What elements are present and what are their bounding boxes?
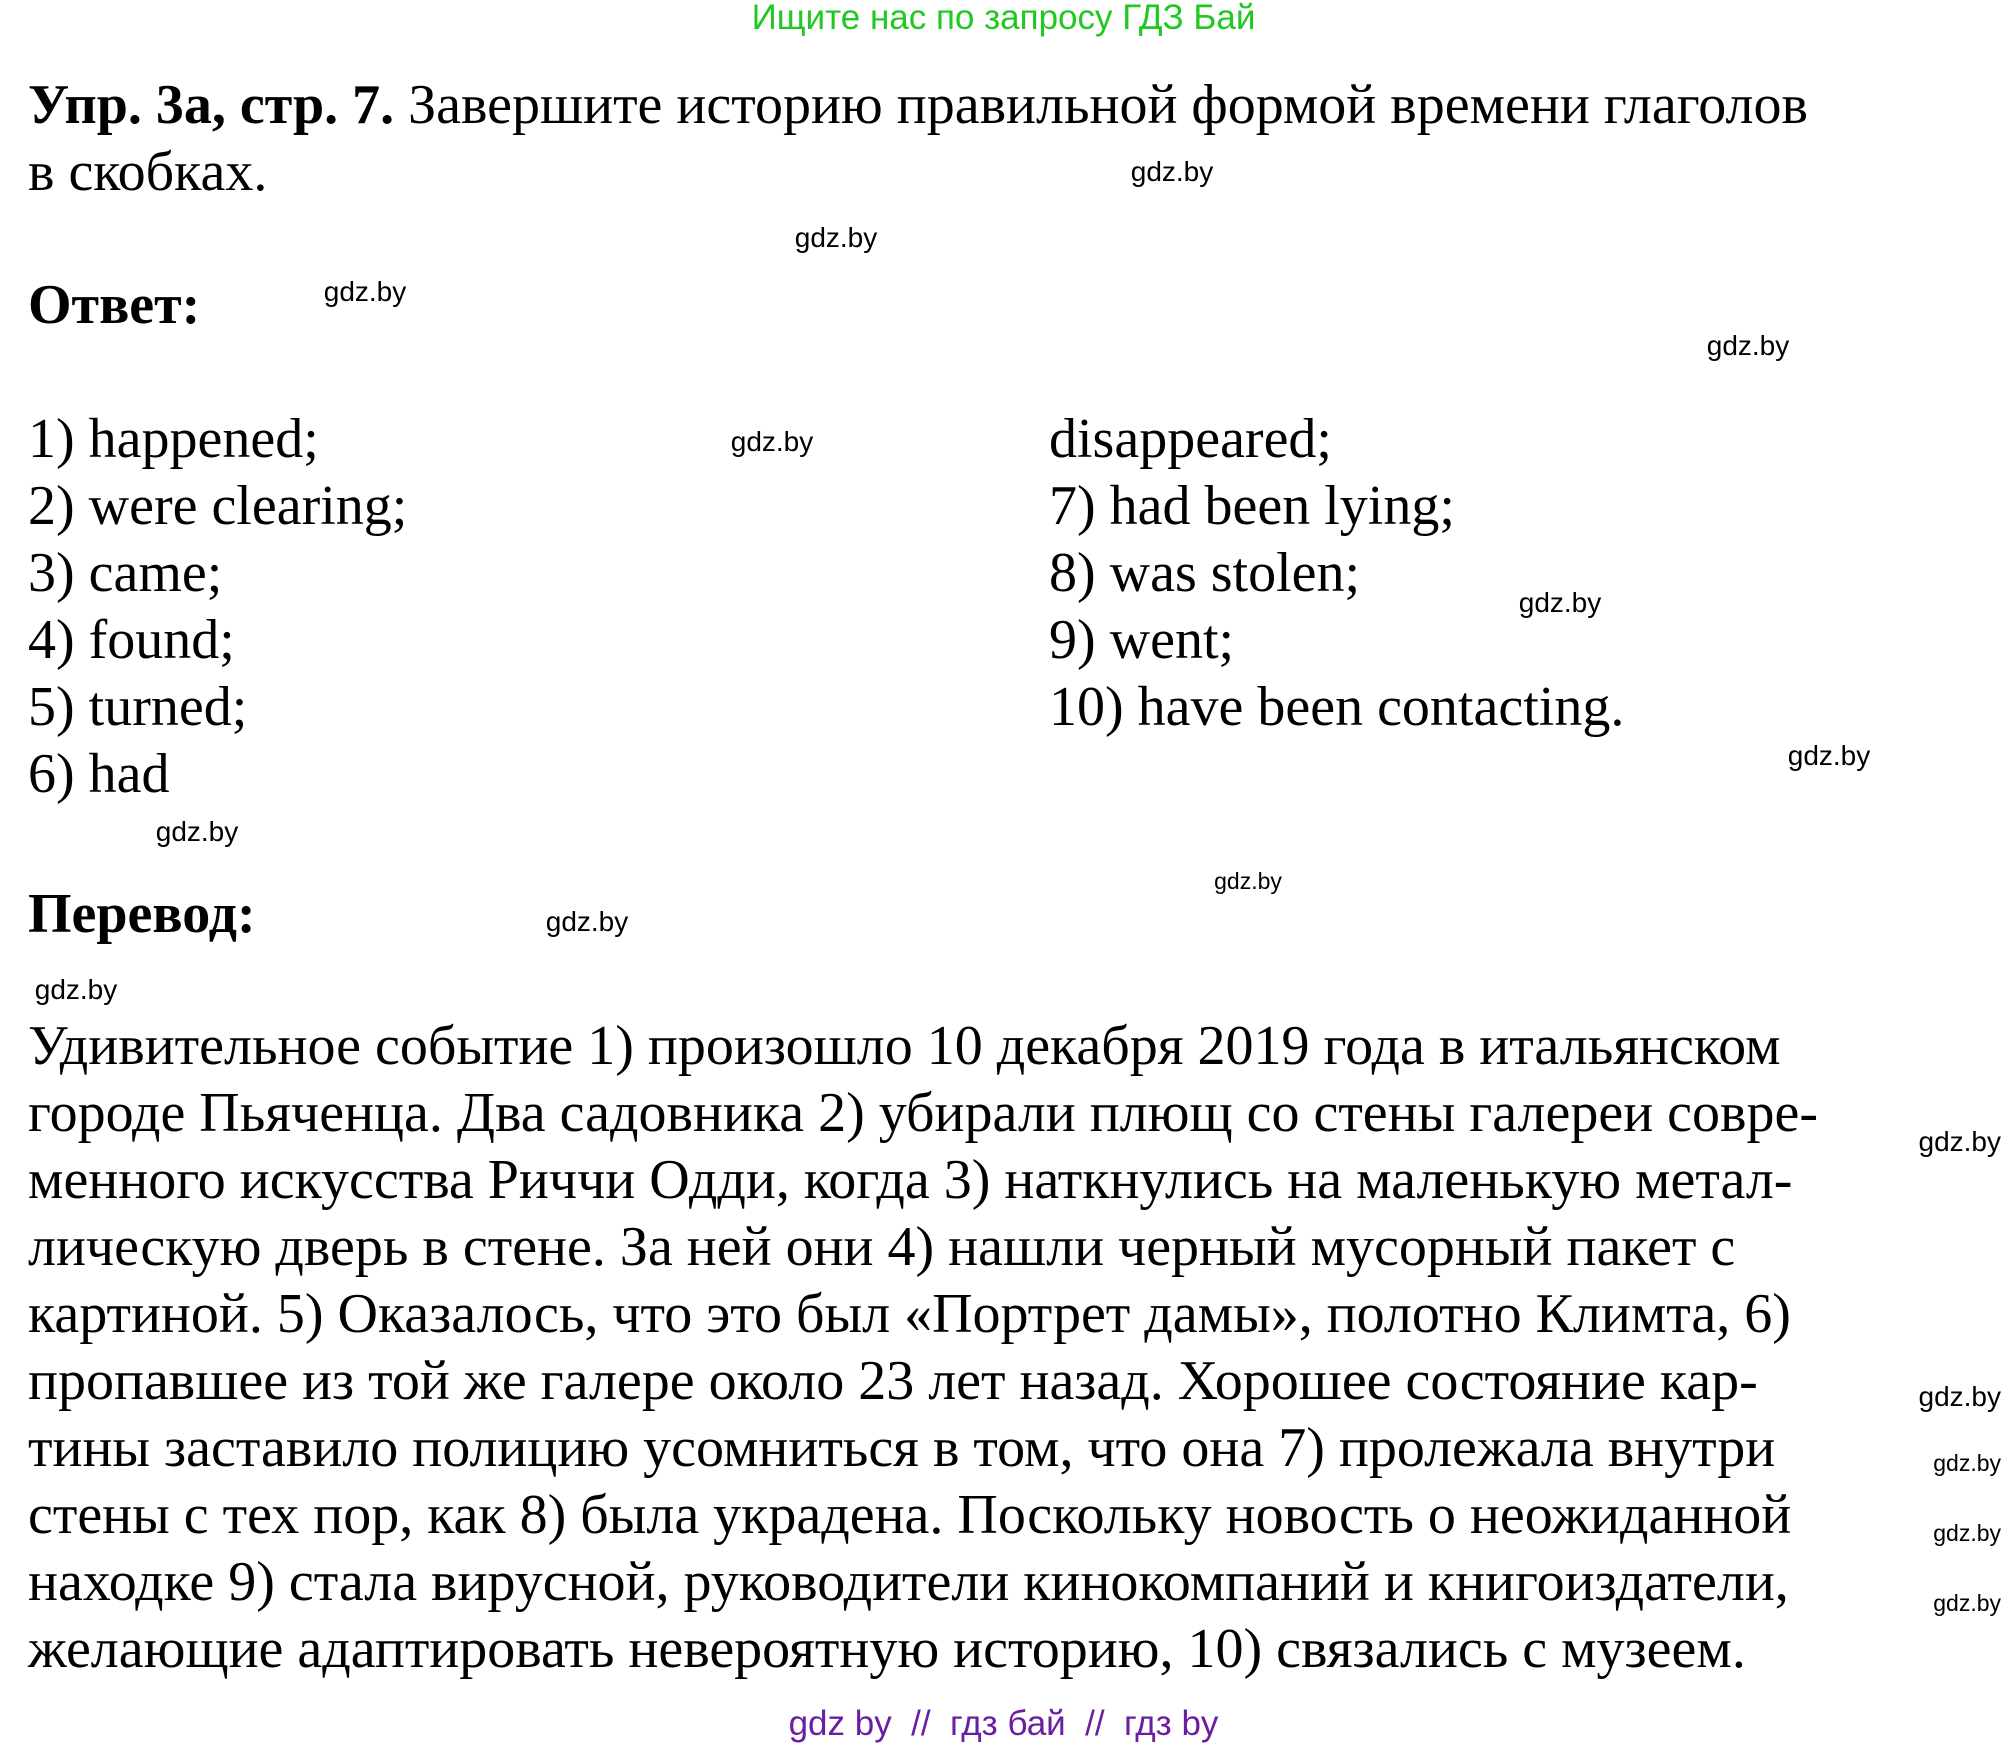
answer-item: 8) was stolen; xyxy=(1049,542,1361,604)
answer-item: 1) happened; xyxy=(28,408,319,470)
watermark: gdz.by xyxy=(323,276,407,307)
answer-item: 9) went; xyxy=(1049,609,1235,671)
answer-item: 5) turned; xyxy=(28,676,248,738)
translation-line: Удивительное событие 1) произошло 10 декабря 2019 года в итальянском xyxy=(28,1015,1781,1077)
answers-left-column xyxy=(28,406,407,808)
search-banner: Ищите нас по запросу ГДЗ Бай xyxy=(751,0,1256,37)
task-text-line2: в скобках. xyxy=(28,141,268,203)
translation-line: пропавшее из той же галере около 23 лет назад. Хорошее состояние кар- xyxy=(28,1350,1758,1412)
watermark: gdz.by xyxy=(1933,1520,2001,1546)
answer-item: 7) had been lying; xyxy=(1049,475,1455,537)
translation-heading: Перевод: xyxy=(28,883,256,945)
answer-item: 10) have been contacting. xyxy=(1049,676,1625,738)
watermark: gdz.by xyxy=(1787,740,1871,771)
translation-line: лическую дверь в стене. За ней они 4) нашли черный мусорный пакет с xyxy=(28,1216,1736,1278)
translation-line: тины заставило полицию усомниться в том, что она 7) пролежала внутри xyxy=(28,1417,1776,1479)
task-title xyxy=(28,72,1808,139)
watermark: gdz.by xyxy=(1706,330,1790,361)
translation-line: картиной. 5) Оказалось, что это был «Портрет дамы», полотно Климта, 6) xyxy=(28,1283,1791,1345)
watermark: gdz.by xyxy=(1933,1590,2001,1616)
watermark: gdz.by xyxy=(155,816,239,847)
watermark: gdz.by xyxy=(794,222,878,253)
watermark: gdz.by xyxy=(1518,587,1602,618)
answer-item: 4) found; xyxy=(28,609,235,671)
watermark: gdz.by xyxy=(1918,1381,2001,1412)
translation-line: желающие адаптировать невероятную историю, 10) связались с музеем. xyxy=(28,1618,1746,1680)
translation-line: стены с тех пор, как 8) была украдена. Поскольку новость о неожиданной xyxy=(28,1484,1792,1546)
watermark: gdz.by xyxy=(1918,1126,2001,1157)
watermark: gdz.by xyxy=(730,426,814,457)
task-label: Упр. 3a, стр. 7. xyxy=(28,74,395,136)
translation-line: городе Пьяченца. Два садовника 2) убирали плющ со стены галереи совре- xyxy=(28,1082,1818,1144)
watermark: gdz.by xyxy=(545,906,629,937)
answer-item: disappeared; xyxy=(1049,408,1332,470)
translation-paragraph xyxy=(28,1013,1818,1683)
watermark: gdz.by xyxy=(1214,868,1282,894)
answer-item: 2) were clearing; xyxy=(28,475,408,537)
watermark: gdz.by xyxy=(34,974,118,1005)
translation-line: менного искусства Риччи Одди, когда 3) наткнулись на маленькую метал- xyxy=(28,1149,1793,1211)
answer-item: 6) had xyxy=(28,743,170,805)
answers-right-column xyxy=(1049,406,1624,741)
answer-item: 3) came; xyxy=(28,542,223,604)
answer-heading: Ответ: xyxy=(28,274,201,336)
watermark: gdz.by xyxy=(1933,1450,2001,1476)
task-text: Завершите историю правильной формой времени глаголов xyxy=(394,74,1808,136)
translation-line: находке 9) стала вирусной, руководители кинокомпаний и книгоиздатели, xyxy=(28,1551,1789,1613)
footer-links: gdz by // гдз бай // гдз by xyxy=(788,1704,1219,1743)
watermark: gdz.by xyxy=(1130,156,1214,187)
